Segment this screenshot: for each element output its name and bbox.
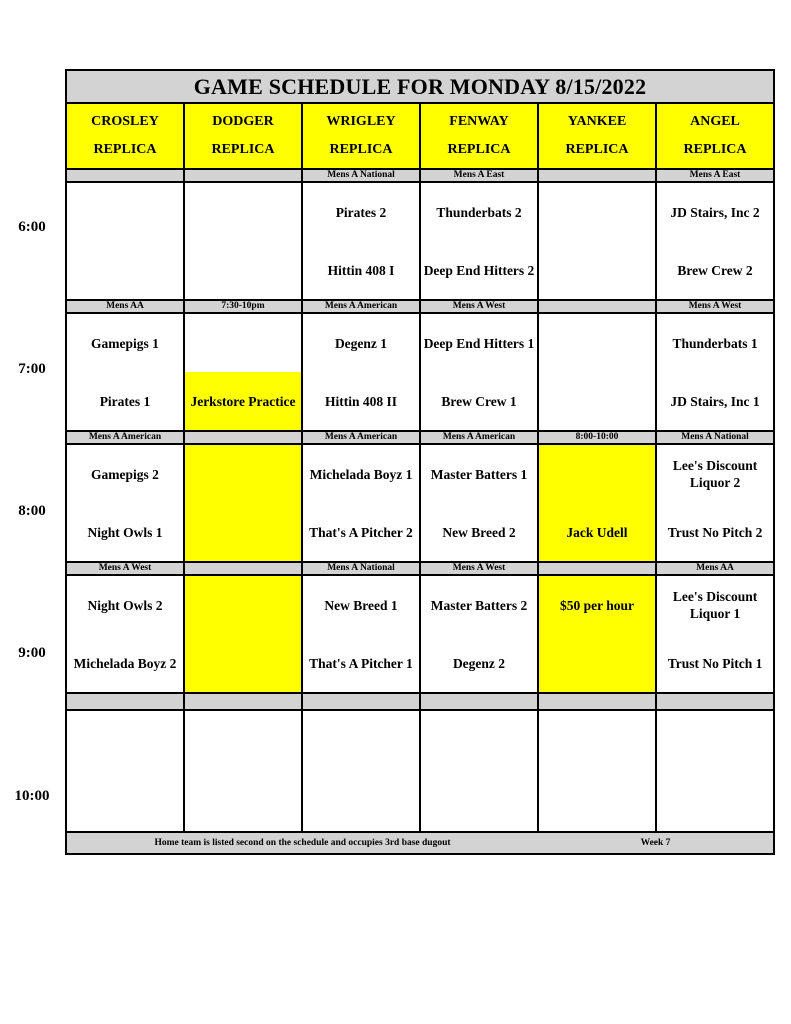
away-team: Night Owls 2 xyxy=(66,575,184,634)
reserved-block: Jack Udell xyxy=(538,503,656,562)
separator xyxy=(420,693,538,710)
field-sub: REPLICA xyxy=(329,142,393,157)
home-team: Michelada Boyz 2 xyxy=(66,634,184,693)
field-header xyxy=(302,103,420,169)
footer-note: Home team is listed second on the schedule and occupies 3rd base dugout xyxy=(66,832,538,854)
schedule-title: GAME SCHEDULE FOR MONDAY 8/15/2022 xyxy=(66,70,774,103)
separator xyxy=(656,693,774,710)
home-team: Night Owls 1 xyxy=(66,503,184,562)
away-team-row xyxy=(66,444,774,503)
home-team-row xyxy=(66,634,774,693)
division-label: Mens A West xyxy=(420,562,538,575)
division-row xyxy=(66,562,774,575)
division-label: Mens A American xyxy=(420,431,538,444)
field-header xyxy=(66,103,184,169)
home-team: Degenz 2 xyxy=(420,634,538,693)
field-header xyxy=(420,103,538,169)
home-team: Pirates 1 xyxy=(66,372,184,431)
away-team: Pirates 2 xyxy=(302,182,420,241)
field-header-row xyxy=(66,103,774,169)
empty-cell xyxy=(302,710,420,832)
time-column xyxy=(0,0,66,1024)
empty-cell xyxy=(538,710,656,832)
field-header xyxy=(656,103,774,169)
schedule-table xyxy=(65,69,775,855)
away-team: Lee's Discount Liquor 1 xyxy=(656,575,774,634)
home-team-row xyxy=(66,503,774,562)
home-team: Hittin 408 II xyxy=(302,372,420,431)
division-label: Mens A American xyxy=(302,300,420,313)
separator xyxy=(184,693,302,710)
home-team: Hittin 408 I xyxy=(302,241,420,300)
separator xyxy=(538,693,656,710)
empty-cell xyxy=(184,710,302,832)
away-team xyxy=(538,313,656,372)
division-label: Mens A American xyxy=(302,431,420,444)
empty-cell xyxy=(66,710,184,832)
division-label: Mens A American xyxy=(66,431,184,444)
home-team-row xyxy=(66,241,774,300)
division-label xyxy=(184,431,302,444)
division-label: Mens A National xyxy=(302,562,420,575)
reserved-block xyxy=(184,503,302,562)
division-row xyxy=(66,169,774,182)
division-label: Mens A East xyxy=(420,169,538,182)
away-team: Degenz 1 xyxy=(302,313,420,372)
reserved-block: $50 per hour xyxy=(538,575,656,634)
separator xyxy=(66,693,184,710)
away-team: Lee's Discount Liquor 2 xyxy=(656,444,774,503)
home-team: Deep End Hitters 2 xyxy=(420,241,538,300)
division-label: Mens A West xyxy=(656,300,774,313)
home-team: Brew Crew 1 xyxy=(420,372,538,431)
home-team: That's A Pitcher 2 xyxy=(302,503,420,562)
away-team-row xyxy=(66,313,774,372)
division-label: Mens A National xyxy=(656,431,774,444)
division-label xyxy=(184,169,302,182)
home-team: New Breed 2 xyxy=(420,503,538,562)
field-sub: REPLICA xyxy=(93,142,157,157)
division-label: 8:00-10:00 xyxy=(538,431,656,444)
away-team: Gamepigs 2 xyxy=(66,444,184,503)
away-team: Thunderbats 2 xyxy=(420,182,538,241)
away-team: Michelada Boyz 1 xyxy=(302,444,420,503)
home-team xyxy=(184,241,302,300)
separator xyxy=(302,693,420,710)
away-team: Gamepigs 1 xyxy=(66,313,184,372)
home-team xyxy=(538,372,656,431)
home-team xyxy=(538,241,656,300)
empty-cell xyxy=(656,710,774,832)
home-team: Trust No Pitch 2 xyxy=(656,503,774,562)
reserved-block xyxy=(538,444,656,503)
time-label: 7:00 xyxy=(18,361,46,377)
division-label: Mens A National xyxy=(302,169,420,182)
division-label: Mens A West xyxy=(66,562,184,575)
field-sub: REPLICA xyxy=(447,142,511,157)
time-label: 6:00 xyxy=(18,219,46,235)
division-label xyxy=(538,169,656,182)
field-name: ANGEL xyxy=(690,114,740,129)
division-row xyxy=(66,431,774,444)
time-label: 10:00 xyxy=(14,788,50,804)
division-row xyxy=(66,300,774,313)
division-label: Mens A East xyxy=(656,169,774,182)
away-team xyxy=(66,182,184,241)
time-label: 8:00 xyxy=(18,503,46,519)
home-team: Brew Crew 2 xyxy=(656,241,774,300)
division-label: 7:30-10pm xyxy=(184,300,302,313)
division-label xyxy=(538,300,656,313)
away-team: New Breed 1 xyxy=(302,575,420,634)
away-team: Thunderbats 1 xyxy=(656,313,774,372)
division-label xyxy=(538,562,656,575)
field-sub: REPLICA xyxy=(211,142,275,157)
reserved-block xyxy=(184,575,302,634)
away-team xyxy=(538,182,656,241)
footer-row xyxy=(66,832,774,854)
home-team: JD Stairs, Inc 1 xyxy=(656,372,774,431)
field-header xyxy=(538,103,656,169)
division-label xyxy=(184,562,302,575)
away-team xyxy=(184,313,302,372)
empty-cell xyxy=(420,710,538,832)
division-label: Mens AA xyxy=(66,300,184,313)
reserved-block xyxy=(538,634,656,693)
time-label: 9:00 xyxy=(18,645,46,661)
away-team: Master Batters 1 xyxy=(420,444,538,503)
field-sub: REPLICA xyxy=(565,142,629,157)
division-label xyxy=(66,169,184,182)
field-name: DODGER xyxy=(212,114,274,129)
week-label: Week 7 xyxy=(538,832,774,854)
division-label: Mens A West xyxy=(420,300,538,313)
field-header xyxy=(184,103,302,169)
home-team-row xyxy=(66,372,774,431)
home-team xyxy=(66,241,184,300)
away-team: JD Stairs, Inc 2 xyxy=(656,182,774,241)
separator-row xyxy=(66,693,774,710)
home-team: That's A Pitcher 1 xyxy=(302,634,420,693)
field-name: FENWAY xyxy=(449,114,509,129)
away-team: Deep End Hitters 1 xyxy=(420,313,538,372)
reserved-block xyxy=(184,634,302,693)
field-sub: REPLICA xyxy=(683,142,747,157)
practice-block: Jerkstore Practice xyxy=(184,372,302,431)
reserved-block xyxy=(184,444,302,503)
away-team xyxy=(184,182,302,241)
away-team-row xyxy=(66,575,774,634)
field-name: YANKEE xyxy=(567,114,627,129)
away-team: Master Batters 2 xyxy=(420,575,538,634)
field-name: CROSLEY xyxy=(91,114,159,129)
away-team-row xyxy=(66,182,774,241)
field-name: WRIGLEY xyxy=(326,114,396,129)
home-team: Trust No Pitch 1 xyxy=(656,634,774,693)
empty-slot-row xyxy=(66,710,774,832)
division-label: Mens AA xyxy=(656,562,774,575)
